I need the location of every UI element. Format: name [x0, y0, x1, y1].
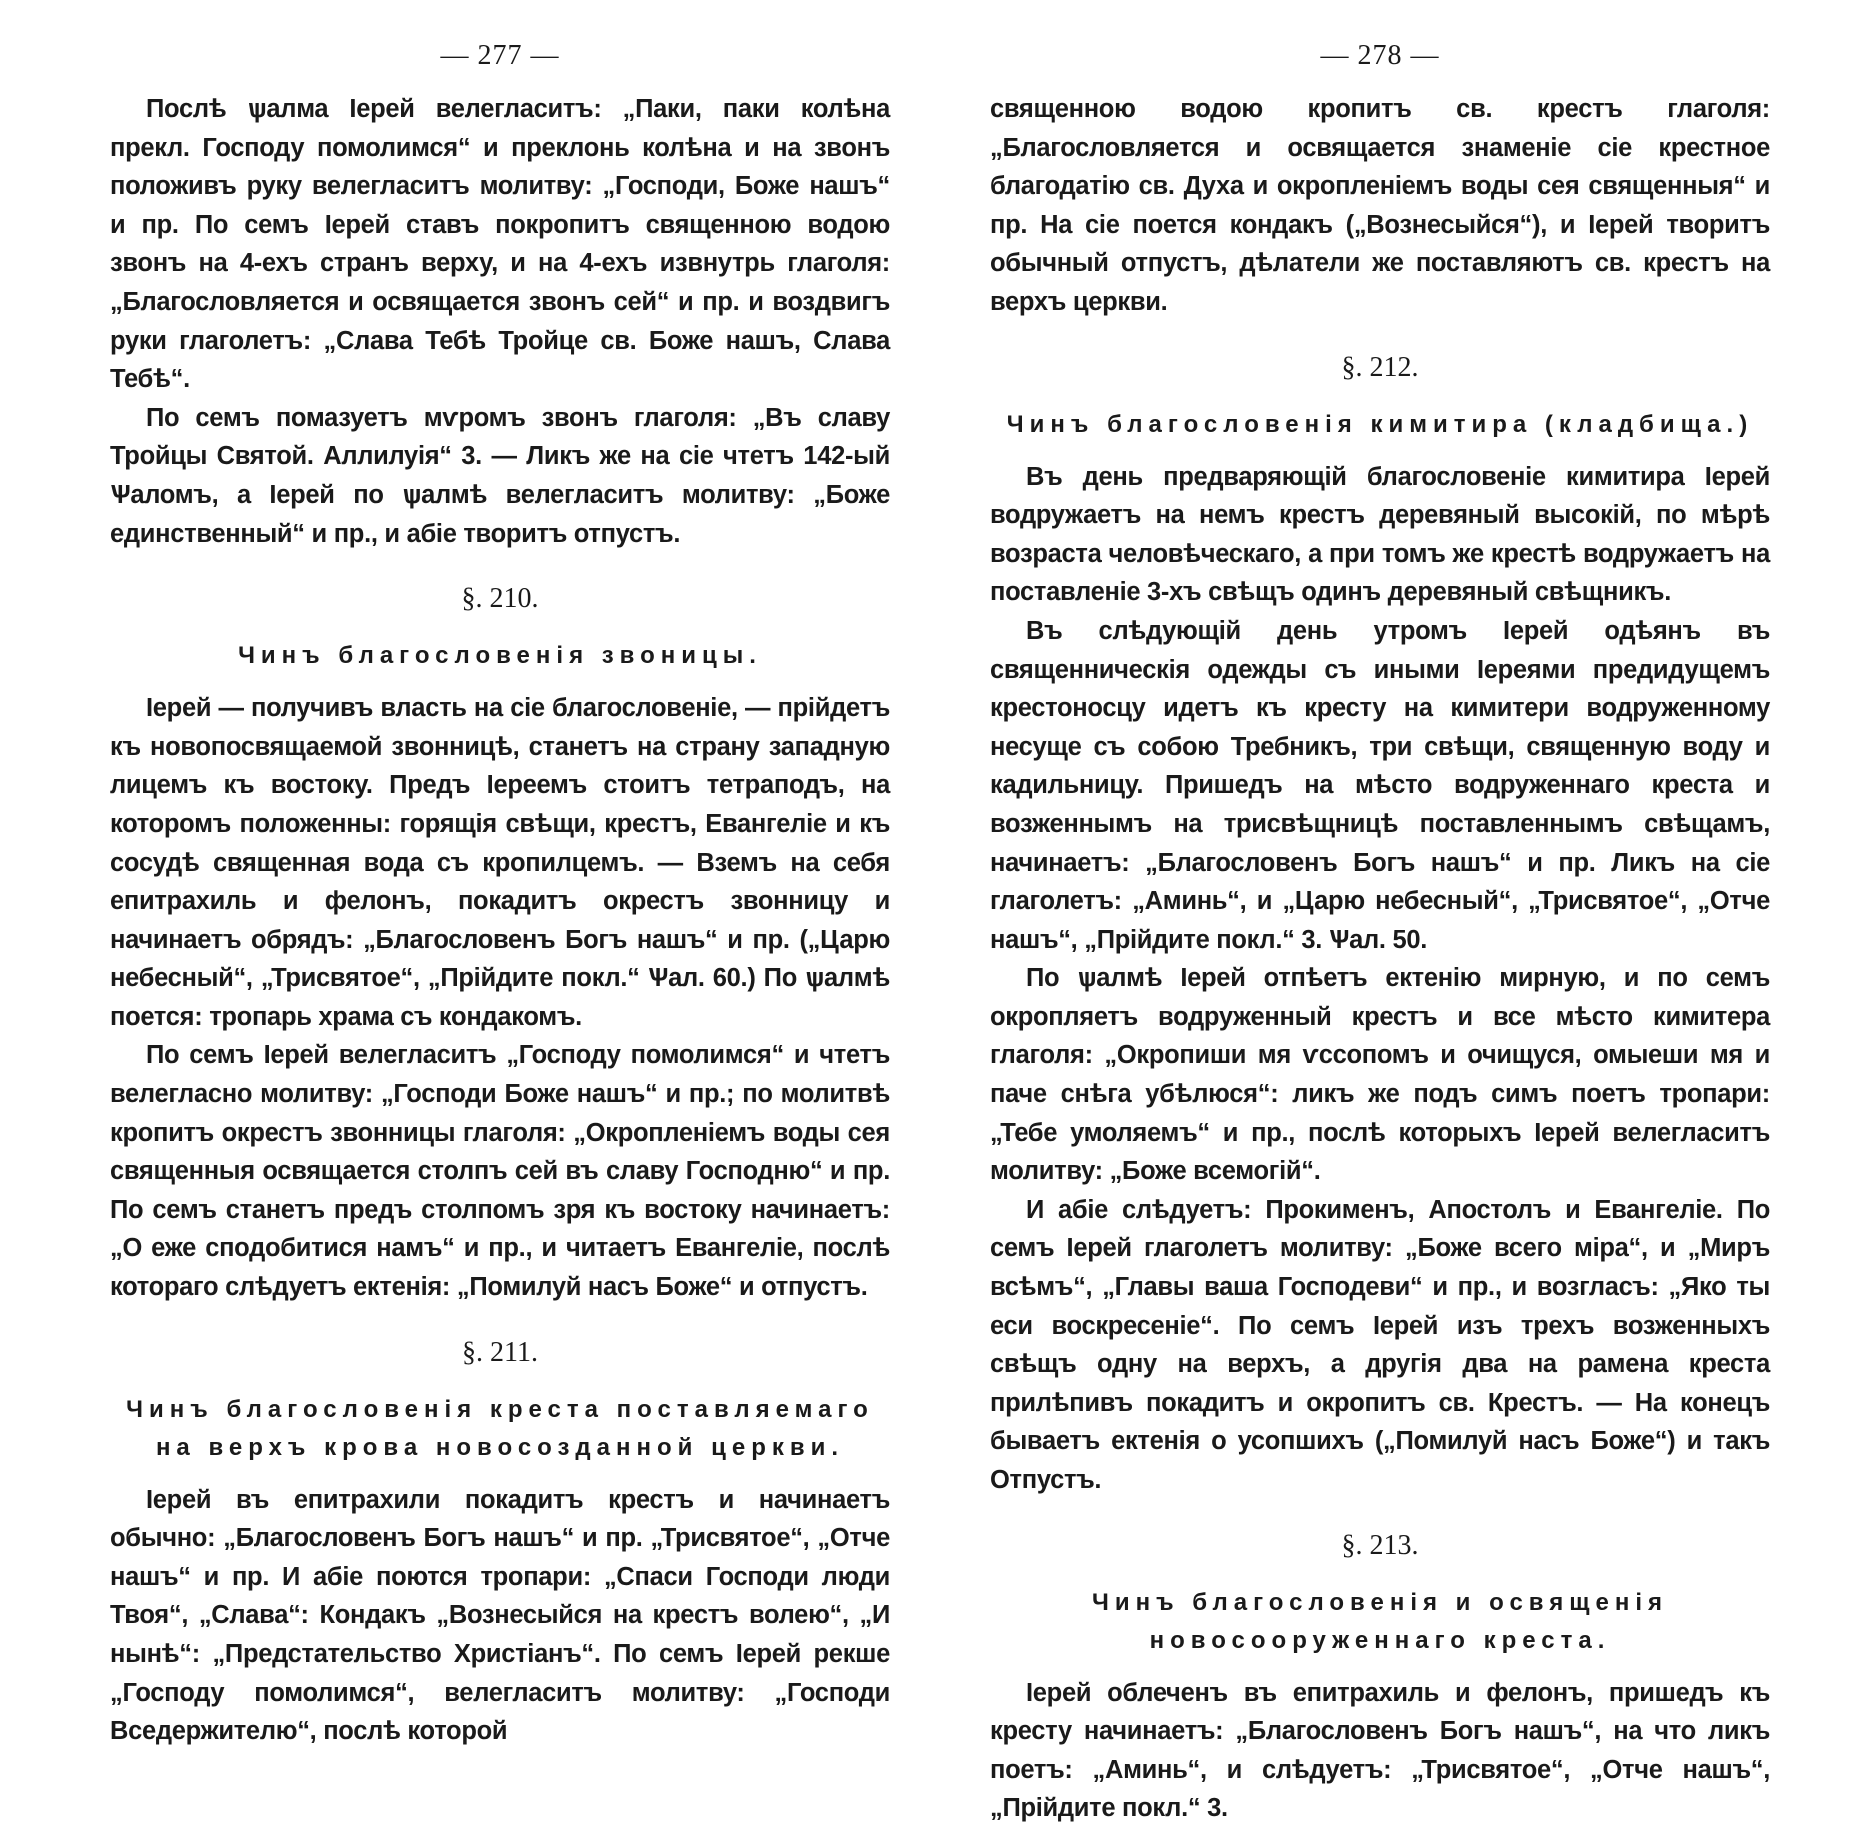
paragraph: Въ день предваряющій благословеніе кимитира Іерей водружаетъ на немъ крестъ деревяный высокій, по мѣрѣ возраста человѣческаго, а при томъ же крестѣ водружаетъ на поставленіе 3-хъ свѣщъ одинъ деревяный свѣщникъ. — [990, 462, 1770, 607]
paragraph: Іерей облеченъ въ епитрахиль и фелонъ, пришедъ къ кресту начинаетъ: „Благословенъ Богъ нашъ“, на что ликъ поетъ: „Аминь“, и слѣдуетъ: „Трисвятое“, „Отче нашъ“, „Прійдите покл.“ 3. — [990, 1678, 1770, 1823]
left-page — [110, 0, 890, 1746]
section-heading: Чинъ благословенія звоницы. — [238, 642, 762, 670]
section-number: §. 211. — [462, 1336, 538, 1368]
paragraph: Въ слѣдующій день утромъ Іерей одѣянъ въ священническія одежды съ иными Іереями предидущемъ крестоносцу идетъ къ кресту на кимитери водруженному несуще съ собою Требникъ, три свѣщи, священную воду и кадильницу. Пришедъ на мѣсто водруженнаго креста и возженнымъ на трисвѣщницѣ поставленнымъ свѣщамъ, начинаетъ: „Благословенъ Богъ нашъ“ и пр. Ликъ на сіе глаголетъ: „Аминь“, и „Царю небесный“, „Трисвятое“, „Отче нашъ“, „Прійдите покл.“ 3. Ѱал. 50. — [990, 616, 1770, 954]
paragraph: Послѣ ѱалма Іерей велегласитъ: „Паки, паки колѣна прекл. Господу помолимся“ и преклонь колѣна и на звонъ положивъ руку велегласитъ молитву: „Господи, Боже нашъ“ и пр. По семъ Іерей ставъ покропитъ священною водою звонъ на 4-ехъ странъ верху, и на 4-ехъ извнутрь глаголя: „Благословляется и освящается звонъ сей“ и пр. и воздвигъ руки глаголетъ: „Слава Тебѣ Тройце св. Боже нашъ, Слава Тебѣ“. — [110, 95, 890, 394]
page-number: — 277 — — [440, 40, 560, 71]
paragraph: По семъ Іерей велегласитъ „Господу помолимся“ и чтетъ велегласно молитву: „Господи Боже нашъ“ и пр.; по молитвѣ кропитъ окрестъ звонницы глаголя: „Окропленіемъ воды сея священныя освящается столпъ сей въ славу Господню“ и пр. По семъ станетъ предъ столпомъ зря къ востоку начинаетъ: „О еже сподобитися намъ“ и пр., и читаетъ Евангеліе, послѣ котораго слѣдуетъ ектенія: „Помилуй насъ Боже“ и отпустъ. — [110, 1041, 890, 1302]
section-number: §. 210. — [461, 583, 539, 615]
paragraph: священною водою кропитъ св. крестъ глаголя: „Благословляется и освящается знаменіе сіе крестное благодатію св. Духа и окропленіемъ воды сея священныя“ и пр. На сіе поется кондакъ („Вознесыйся“), и Іерей творитъ обычный отпустъ, дѣлатели же поставляютъ св. крестъ на верхъ церкви. — [990, 95, 1770, 316]
page-number: — 278 — — [1320, 40, 1440, 71]
paragraph: И абіе слѣдуетъ: Прокименъ, Апостолъ и Евангеліе. По семъ Іерей глаголетъ молитву: „Боже всего міра“, и „Миръ всѣмъ“, „Главы ваша Господеви“ и пр., и возгласъ: „Яко ты еси воскресеніе“. По семъ Іерей изъ трехъ возженныхъ свѣщъ одну на верхъ, а другія два на рамена креста прилѣпивъ покадитъ и окропитъ св. Крестъ. — На конецъ бываетъ ектенія о усопшихъ („Помилуй насъ Боже“) и такъ Отпустъ. — [990, 1195, 1770, 1494]
paragraph: Іерей — получивъ власть на сіе благословеніе, — прійдетъ къ новопосвящаемой звонницѣ, станетъ на страну западную лицемъ къ востоку. Предъ Іереемъ стоитъ тетраподъ, на которомъ положенны: горящія свѣщи, крестъ, Евангеліе и къ сосудѣ священная вода съ кропилцемъ. — Вземъ на себя епитрахиль и фелонъ, покадитъ окрестъ звонницу и начинаетъ обрядъ: „Благословенъ Богъ нашъ“ и пр. („Царю небесный“, „Трисвятое“, „Прійдите покл.“ Ѱал. 60.) По ѱалмѣ поется: тропарь храма съ кондакомъ. — [110, 694, 890, 1031]
paragraph: По семъ помазуетъ мѵромъ звонъ глаголя: „Въ славу Тройцы Святой. Аллилуія“ 3. — Ликъ же на сіе чтетъ 142-ый Ѱаломъ, а Іерей по ѱалмѣ велегласитъ молитву: „Боже единственный“ и пр., и абіе творитъ отпустъ. — [110, 403, 890, 548]
right-page — [990, 0, 1770, 1823]
section-number: §. 212. — [1341, 351, 1419, 383]
section-heading: Чинъ благословенія креста поставляемаго на верхъ крова новосозданной церкви. — [126, 1395, 874, 1461]
paragraph: Іерей въ епитрахили покадитъ крестъ и начинаетъ обычно: „Благословенъ Богъ нашъ“ и пр. „Трисвятое“, „Отче нашъ“ и пр. И абіе поются тропари: „Спаси Господи люди Твоя“, „Слава“: Кондакъ „Вознесыйся на крестъ волею“, „И нынѣ“: „Предстательство Христіанъ“. По семъ Іерей рекше „Господу помолимся“, велегласитъ молитву: „Господи Вседержителю“, послѣ которой — [110, 1485, 890, 1746]
paragraph: По ѱалмѣ Іерей отпѣетъ ектенію мирную, и по семъ окропляетъ водруженный крестъ и все мѣсто кимитера глаголя: „Окропиши мя ѵссопомъ и очищуся, омыеши мя и паче снѣга убѣлюся“: ликъ же подъ симъ поетъ тропари: „Тебе умоляемъ“ и пр., послѣ которыхъ Іерей велегласитъ молитву: „Боже всемогій“. — [990, 964, 1770, 1186]
section-heading: Чинъ благословенія и освященія новосооруженнаго креста. — [1092, 1588, 1668, 1654]
section-heading: Чинъ благословенія кимитира (кладбища.) — [1006, 410, 1754, 438]
section-number: §. 213. — [1341, 1529, 1419, 1561]
